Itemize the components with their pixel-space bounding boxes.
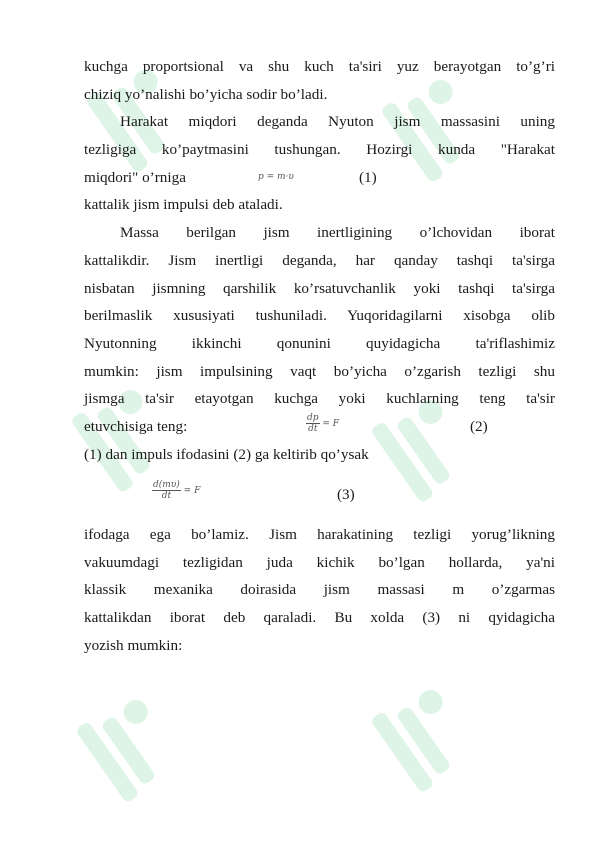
equation-1-line <box>84 164 555 192</box>
equation-2-formula: $\frac{dp}{dt}$ = F <box>307 412 340 434</box>
text-line: yozish mumkin: <box>84 636 183 654</box>
text-line: ifodaga ega bo’lamiz. Jism harakatining tezligi yorug’likning <box>84 526 555 543</box>
equation-3-fraction: $\frac{d(m\upsilon)}{dt}$ <box>153 480 180 502</box>
text-line: chiziq yo’nalishi bo’yicha sodir bo’ladi. <box>84 85 328 103</box>
text-line: mumkin: jism impulsining vaqt bo’yicha o’zgarish tezligi shu <box>84 362 555 380</box>
paragraph-start: Harakat miqdori deganda Nyuton jism massasini uning <box>120 113 555 131</box>
text-line: (1) dan impuls ifodasini (2) ga keltirib qo’ysak <box>84 445 369 463</box>
equation-1-formula: p = m·υ <box>258 171 294 182</box>
text-line: miqdori" o’rniga <box>84 168 186 186</box>
watermark-logo-icon <box>370 679 481 794</box>
text-line: klassik mexanika doirasida jism massasi m o’zgarmas <box>84 581 555 599</box>
text-line: vakuumdagi tezligidan juda kichik bo’lgan hollarda, ya'ni <box>84 553 555 571</box>
equation-2-line <box>84 413 555 441</box>
paragraph-start: Massa berilgan jism inertligining o’lchovidan iborat <box>120 224 555 242</box>
text-line: tezligiga ko’paytmasini tushungan. Hozirgi kunda "Harakat <box>84 141 555 159</box>
equation-2-fraction: $\frac{dp}{dt}$ <box>307 412 319 434</box>
equation-1-number: (1) <box>359 168 377 186</box>
text-line: berilmaslik xususiyati tushuniladi. Yuqoridagilarni xisobga olib <box>84 307 555 325</box>
text-line: kuchga proportsional va shu kuch ta'siri yuz berayotgan to’g’ri <box>84 58 555 75</box>
text-line: nisbatan jismning qarshilik ko’rsatuvchanlik yoki tashqi ta'sirga <box>84 279 555 297</box>
equation-3-number: (3) <box>337 486 355 504</box>
equation-3-formula: $\frac{d(m\upsilon)}{dt}$ = F <box>153 480 201 502</box>
text-line: kattalikdan iborat deb qaraladi. Bu xolda (3) ni qyidagicha <box>84 609 555 627</box>
document-body <box>84 53 555 659</box>
text-line: kattalikdir. Jism inertligi deganda, har qanday tashqi ta'sirga <box>84 251 555 269</box>
equation-3-line <box>84 481 555 509</box>
text-line: jismga ta'sir etayotgan kuchga yoki kuchlarning teng ta'sir <box>84 390 555 408</box>
text-line: etuvchisiga teng: <box>84 417 188 435</box>
text-line: Nyutonning ikkinchi qonunini quyidagicha ta'riflashimiz <box>84 334 555 352</box>
watermark-logo-icon <box>75 689 186 804</box>
equation-2-number: (2) <box>470 417 488 435</box>
text-line: kattalik jism impulsi deb ataladi. <box>84 196 283 214</box>
